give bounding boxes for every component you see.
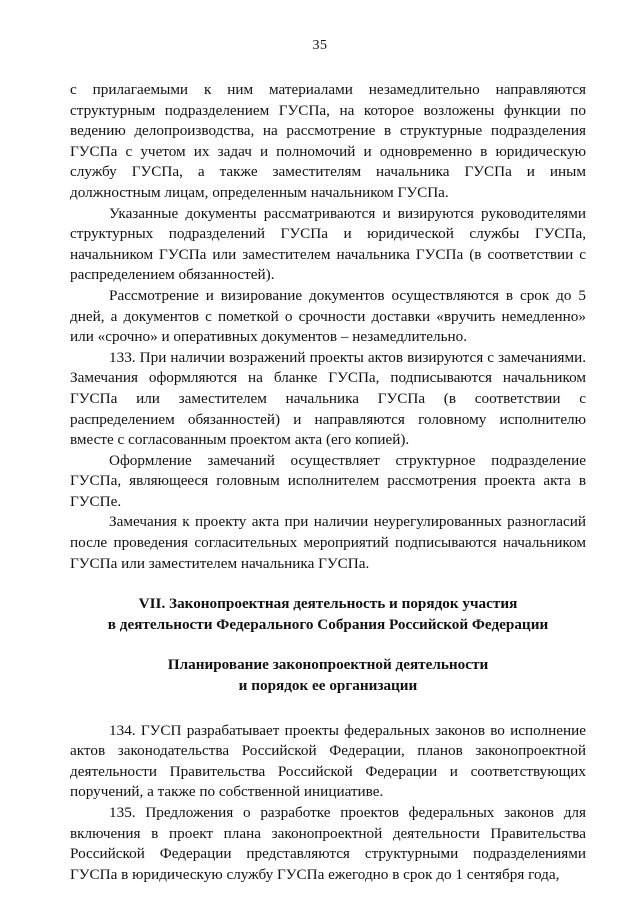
subsection-heading-line-1: Планирование законопроектной деятельности [167, 656, 489, 674]
paragraph-remarks-signing: Замечания к проекту акта при наличии неурегулированных разногласий после проведения согласительных мероприятий подписываются начальником ГУСПа или заместителем начальника ГУСПа. [70, 513, 586, 572]
paragraph-remarks-preparation: Оформление замечаний осуществляет структурное подразделение ГУСПа, являющееся головным исполнителем рассмотрения проекта акта в ГУСПе. [70, 451, 586, 510]
paragraph-133: 133. При наличии возражений проекты актов визируются с замечаниями. Замечания оформляются на бланке ГУСПа, подписываются начальником ГУСПа или заместителем начальника ГУСПа (в соответствии с распределением обязанностей) и направляются головному исполнителю вместе с согласованным проектом акта (его копией). [70, 348, 586, 449]
spacer [70, 635, 586, 655]
document-body [70, 80, 586, 885]
paragraph-134: 134. ГУСП разрабатывает проекты федеральных законов во исполнение актов законодательства Российской Федерации, планов законопроектной деятельности Правительства Российской Федерации и соответствующих поручений, а также по собственной инициативе. [70, 721, 586, 801]
page-number: 35 [312, 38, 328, 53]
section-heading-line-1: VII. Законопроектная деятельность и порядок участия [138, 595, 518, 613]
section-heading-line-2: в деятельности Федерального Собрания Российской Федерации [107, 615, 549, 633]
paragraph-deadline: Рассмотрение и визирование документов осуществляются в срок до 5 дней, а документов с пометкой о срочности доставки «вручить немедленно» или «срочно» и оперативных документов – незамедлительно. [70, 286, 586, 346]
paragraph-135: 135. Предложения о разработке проектов федеральных законов для включения в проект плана законопроектной деятельности Правительства Российской Федерации представляются структурными подразделениями ГУСПа в юридическую службу ГУСПа ежегодно в срок до 1 сентября года, [70, 804, 586, 883]
paragraph-review: Указанные документы рассматриваются и визируются руководителями структурных подразделений ГУСПа и юридической службы ГУСПа, начальником ГУСПа или заместителем начальника ГУСПа (в соответствии с распределением обязанностей). [70, 204, 586, 284]
spacer [70, 574, 586, 594]
spacer [70, 697, 586, 721]
subsection-heading-line-2: и порядок ее организации [238, 677, 418, 695]
paragraph-continuation: с прилагаемыми к ним материалами незамедлительно направляются структурным подразделением ГУСПа, на которое возложены функции по ведению делопроизводства, на рассмотрение в структурные подразделения ГУСПа с учетом их задач и полномочий и одновременно в юридическую службу ГУСПа, а также заместителям начальника ГУСПа и иным должностным лицам, определенным начальником ГУСПа. [70, 81, 586, 201]
